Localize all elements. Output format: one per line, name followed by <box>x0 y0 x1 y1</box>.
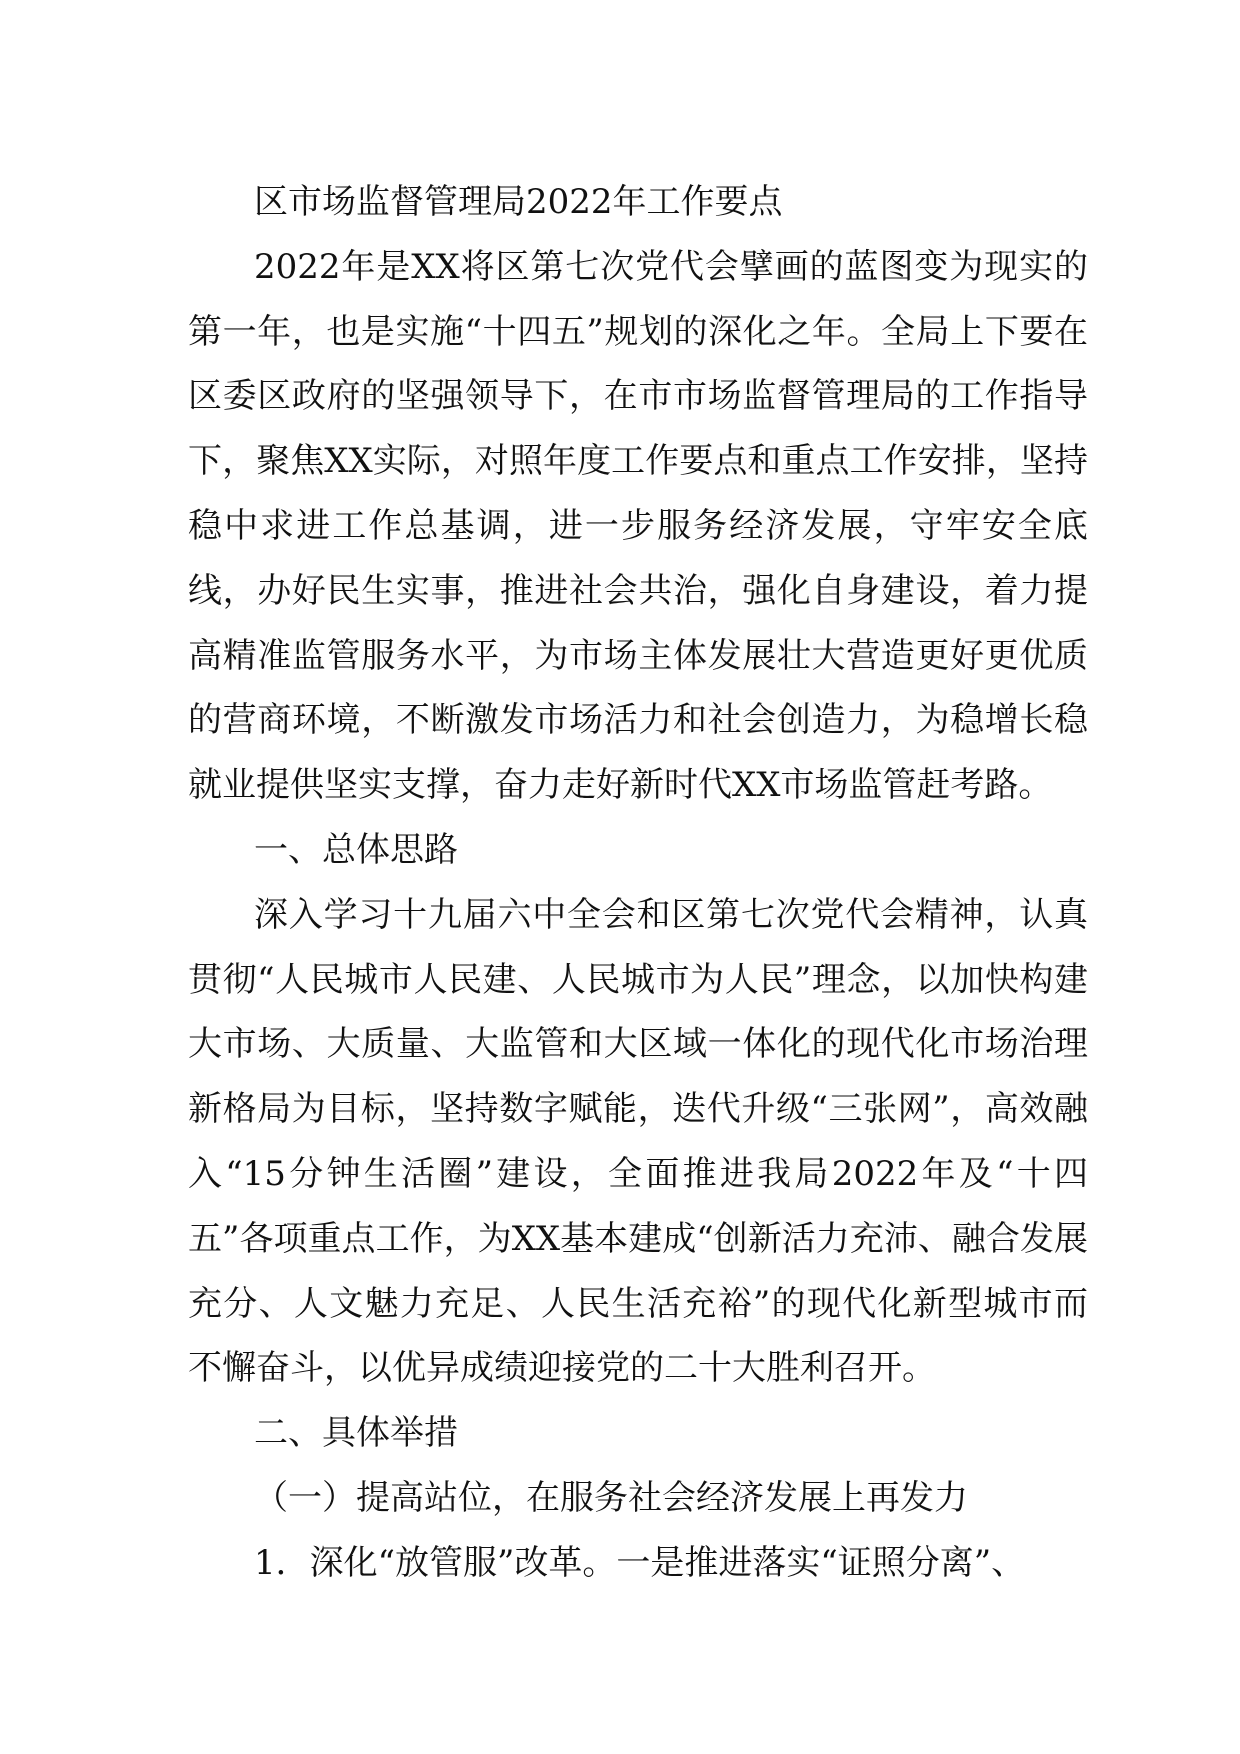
item-1-paragraph: 1．深化“放管服”改革。一是推进落实“证照分离”、 <box>254 1542 1026 1583</box>
section-heading-specific-measures: 二、具体举措 <box>254 1413 458 1454</box>
document-page <box>188 170 1088 1596</box>
section-heading-general-approach: 一、总体思路 <box>254 829 458 870</box>
document-title: 区市场监督管理局2022年工作要点 <box>254 182 783 222</box>
subsection-heading-1: （一）提高站位，在服务社会经济发展上再发力 <box>254 1477 968 1518</box>
general-approach-paragraph: 深入学习十九届六中全会和区第七次党代会精神，认真贯彻“人民城市人民建、人民城市为人民”理念，以加快构建大市场、大质量、大监管和大区域一体化的现代化市场治理新格局为目标，坚持数字赋能，迭代升级“三张网”，高效融入“15分钟生活圈”建设，全面推进我局2022年及“十四五”各项重点工作，为XX基本建成“创新活力充沛、融合发展充分、人文魅力充足、人民生活充裕”的现代化新型城市而不懈奋斗，以优异成绩迎接党的二十大胜利召开。 <box>188 894 1088 1389</box>
intro-paragraph: 2022年是XX将区第七次党代会擘画的蓝图变为现实的第一年，也是实施“十四五”规划的深化之年。全局上下要在区委区政府的坚强领导下，在市市场监督管理局的工作指导下，聚焦XX实际，对照年度工作要点和重点工作安排，坚持稳中求进工作总基调，进一步服务经济发展，守牢安全底线，办好民生实事，推进社会共治，强化自身建设，着力提高精准监管服务水平，为市场主体发展壮大营造更好更优质的营商环境，不断激发市场活力和社会创造力，为稳增长稳就业提供坚实支撑，奋力走好新时代XX市场监管赶考路。 <box>188 246 1088 806</box>
